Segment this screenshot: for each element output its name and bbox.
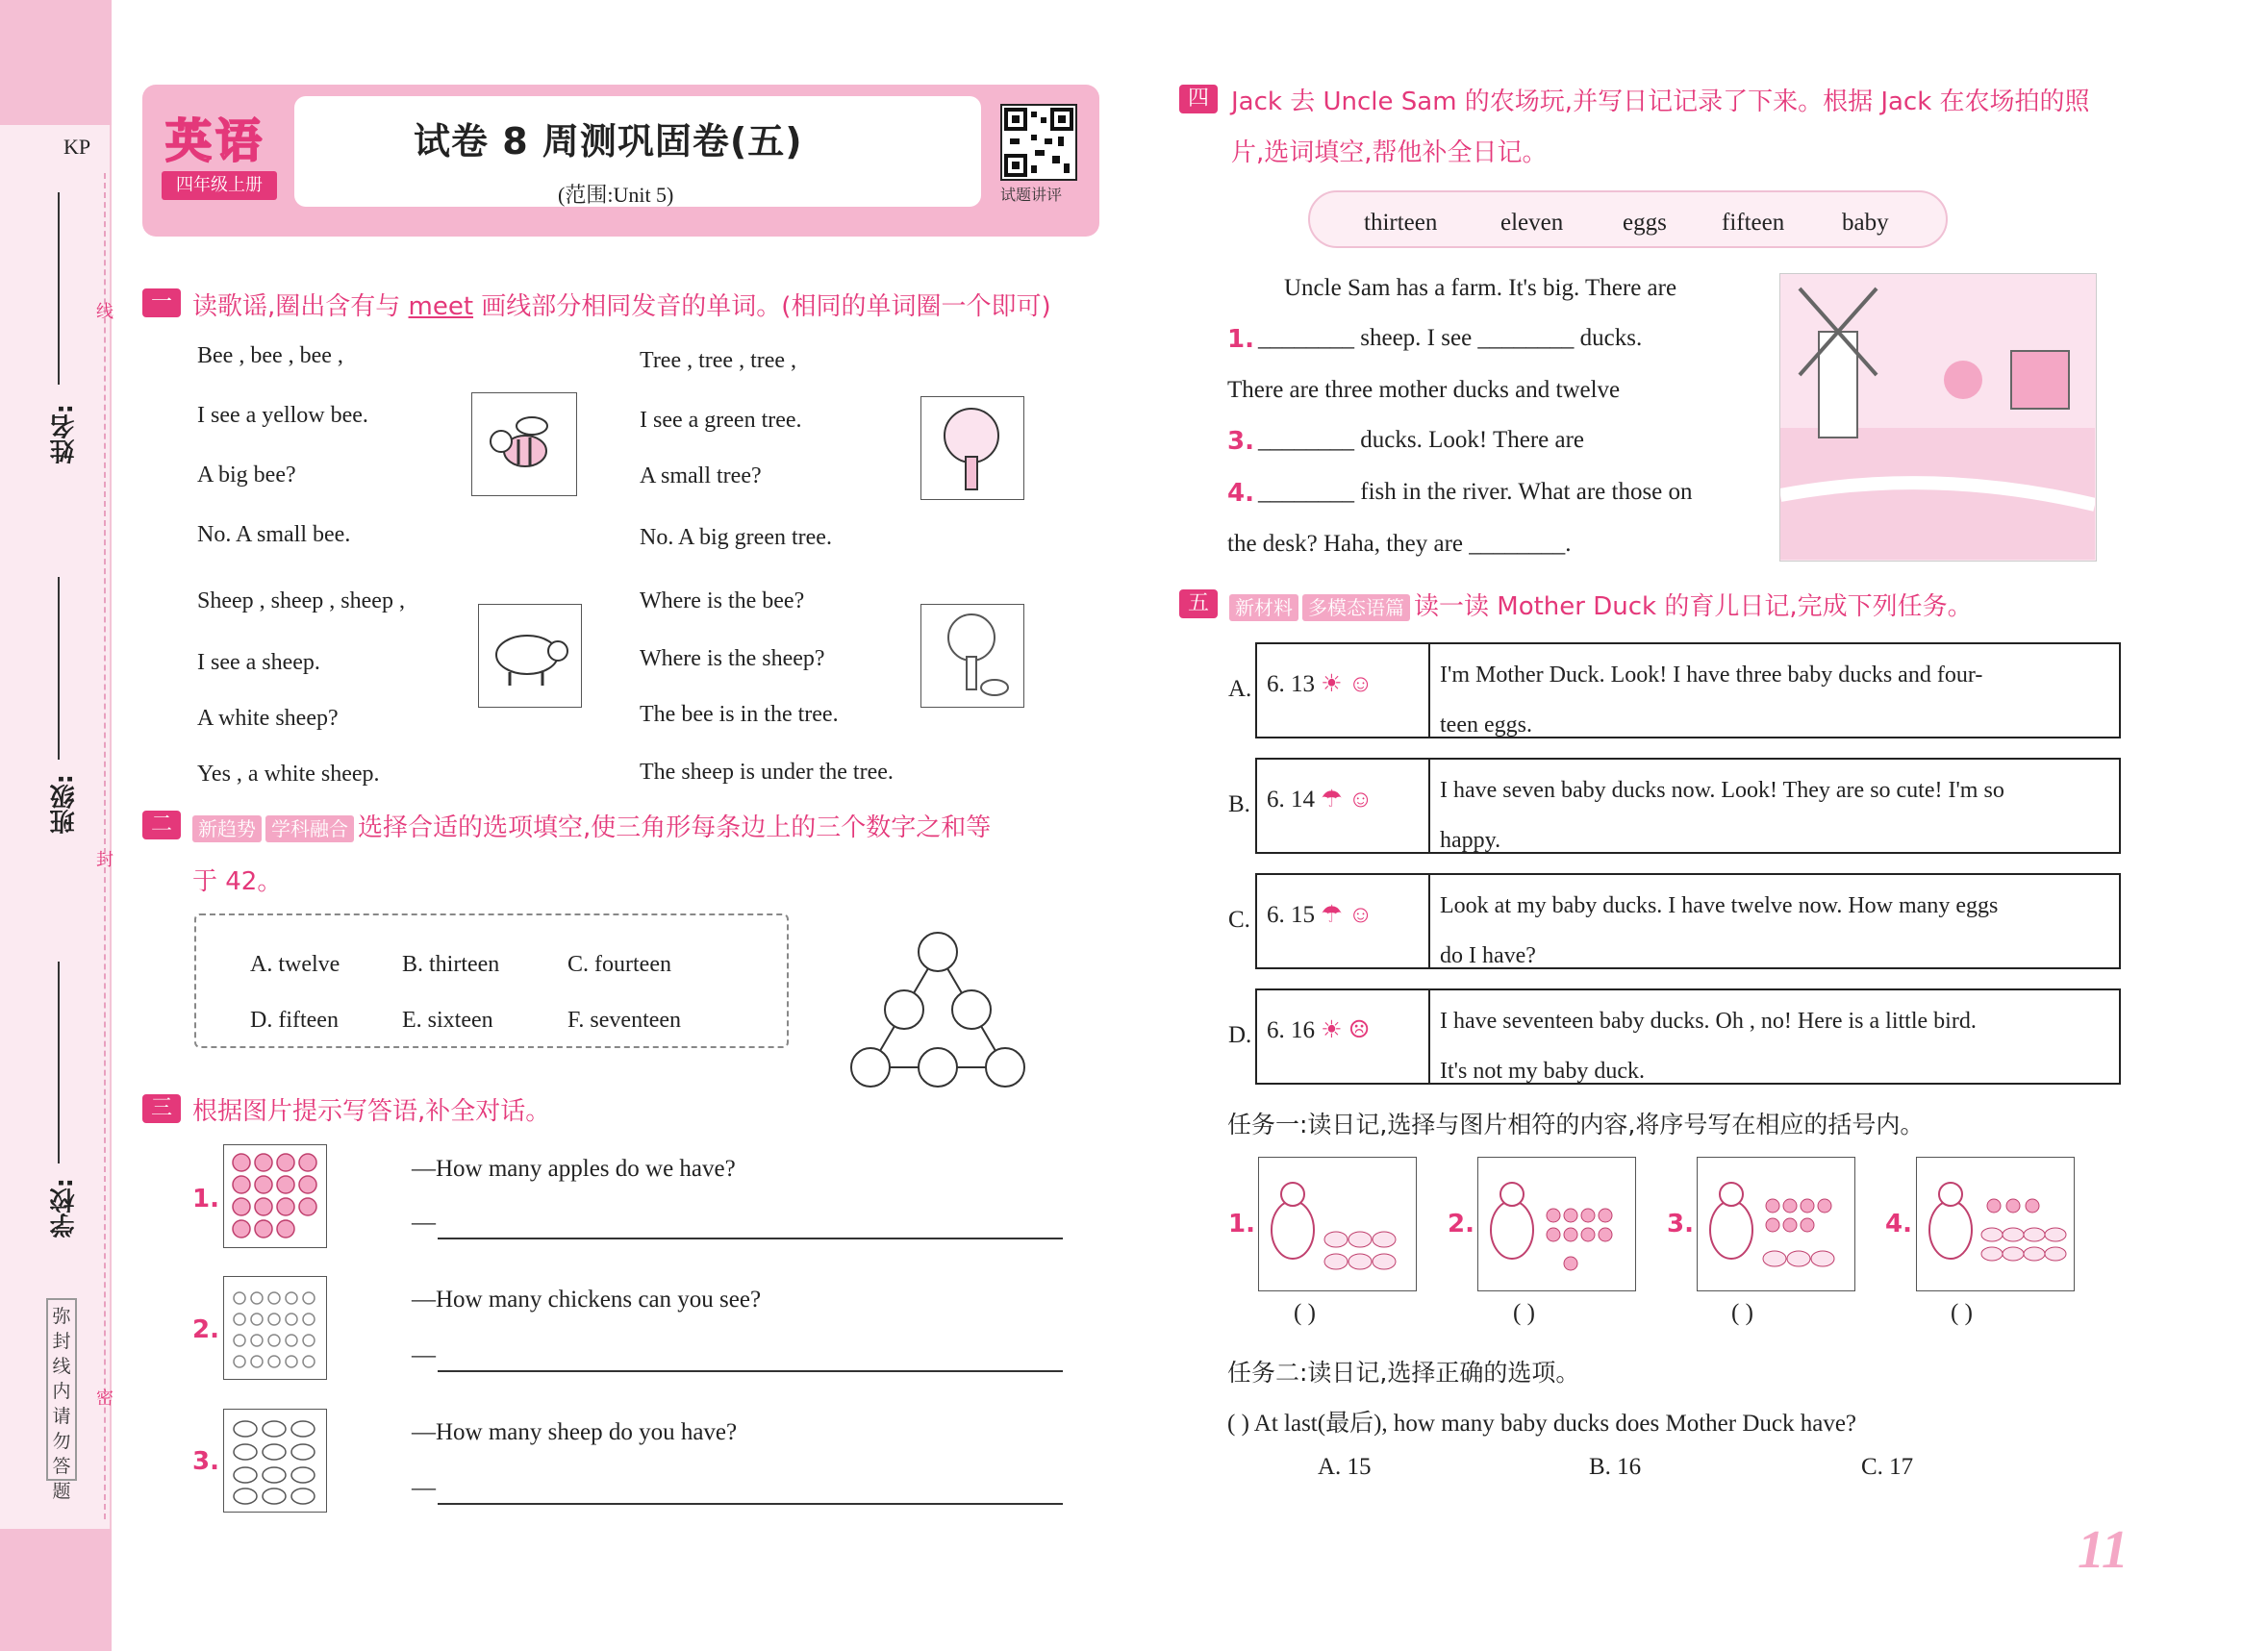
triangle-slot[interactable] <box>851 1048 890 1087</box>
answer-line[interactable] <box>438 1238 1063 1239</box>
diary-entry-b: 6. 14 ☂ ☺ I have seven baby ducks now. Look! They are so cute! I'm so happy. <box>1255 758 2121 854</box>
qr-label: 试题讲评 <box>1000 186 1063 204</box>
picture-number: 4. <box>1885 1210 1912 1238</box>
choice-a[interactable]: A. 15 <box>1318 1454 1372 1480</box>
laugh-icon: ☺ <box>1348 902 1373 928</box>
class-line <box>58 577 60 760</box>
seal-mark: 线 <box>96 302 113 322</box>
school-line <box>58 962 60 1163</box>
section4-instruction: Jack 去 Uncle Sam 的农场玩,并写日记记录了下来。根据 Jack 在农场拍的照 <box>1231 88 2090 116</box>
answer-dash: — <box>412 1475 436 1501</box>
option-f[interactable]: F. seventeen <box>567 1008 682 1033</box>
answer-parens[interactable]: ( ) <box>1731 1300 1753 1326</box>
laugh-icon: ☺ <box>1348 787 1373 813</box>
triangle-slot[interactable] <box>919 933 957 971</box>
seal-mark: 密 <box>96 1388 113 1409</box>
qr-code-icon[interactable] <box>1000 104 1077 181</box>
keyword-meet: meet <box>408 292 474 321</box>
option-e[interactable]: E. sixteen <box>402 1008 493 1033</box>
class-label: 班级: <box>50 774 79 835</box>
triangle-slot[interactable] <box>952 990 991 1029</box>
page-number: 11 <box>2078 1520 2129 1580</box>
poem-tree: Tree , tree , tree , I see a green tree. A small tree? No. A big green tree. <box>640 348 832 550</box>
grade-badge: 四年级上册 <box>162 171 277 200</box>
trend-tag: 新趋势 <box>192 815 262 842</box>
seal-notice: 弥封线内请勿答题 <box>46 1298 77 1481</box>
diary-entry-a: 6. 13 ☀ ☺ I'm Mother Duck. Look! I have three baby ducks and four- teen eggs. <box>1255 642 2121 738</box>
blank-number: 4. <box>1227 479 1254 508</box>
answer-parens[interactable]: ( ) <box>1294 1300 1316 1326</box>
apples-picture <box>223 1144 327 1248</box>
duck-picture <box>1697 1157 1855 1291</box>
triangle-slot[interactable] <box>885 990 923 1029</box>
triangle-slot[interactable] <box>919 1048 957 1087</box>
section3-instruction: 根据图片提示写答语,补全对话。 <box>192 1097 551 1126</box>
section1-instruction: 读歌谣,圈出含有与 meet 画线部分相同发音的单词。(相同的单词圈一个即可) <box>192 292 1051 321</box>
answer-line[interactable] <box>438 1370 1063 1372</box>
school-label: 学校: <box>50 1178 79 1238</box>
diary-letter: D. <box>1228 1022 1252 1048</box>
word-option: thirteen <box>1364 210 1438 236</box>
poem-where: Where is the bee? Where is the sheep? The bee is in the tree. The sheep is under the tree. <box>640 588 894 785</box>
answer-dash: — <box>412 1342 436 1368</box>
item-number: 3. <box>192 1447 219 1476</box>
duck-picture <box>1916 1157 2075 1291</box>
duck-picture <box>1258 1157 1417 1291</box>
subject-logo: 英语 <box>165 114 266 168</box>
diary-entry-d: 6. 16 ☀ ☹ I have seventeen baby ducks. Oh , no! Here is a little bird. It's not my baby duck. <box>1255 988 2121 1085</box>
section4-instruction-cont: 片,选词填空,帮他补全日记。 <box>1231 138 1548 167</box>
picture-number: 1. <box>1228 1210 1255 1238</box>
choice-b[interactable]: B. 16 <box>1589 1454 1642 1480</box>
surprised-icon: ☹ <box>1348 1017 1371 1043</box>
section5-instruction: 新材料 多模态语篇 读一读 Mother Duck 的育儿日记,完成下列任务。 <box>1229 587 1973 622</box>
number-triangle-diagram <box>846 928 1029 1091</box>
rain-icon: ☂ <box>1321 902 1343 928</box>
option-d[interactable]: D. fifteen <box>250 1008 339 1033</box>
final-question: ( ) At last(最后), how many baby ducks does Mother Duck have? <box>1227 1411 1857 1437</box>
answer-dash: — <box>412 1210 436 1236</box>
blank-number: 3. <box>1227 427 1254 456</box>
diary-line: ________ ducks. Look! There are <box>1258 427 1585 453</box>
section2-instruction: 新趋势 学科融合 选择合适的选项填空,使三角形每条边上的三个数字之和等 <box>192 808 991 843</box>
poem-bee: Bee , bee , bee , I see a yellow bee. A big bee? No. A small bee. <box>197 343 368 547</box>
material-tag: 新材料 <box>1229 594 1298 621</box>
blank-number: 1. <box>1227 325 1254 354</box>
section-number: 四 <box>1179 85 1218 113</box>
seal-mark: 封 <box>96 850 113 870</box>
tree-illustration <box>920 396 1024 500</box>
task2-instruction: 任务二:读日记,选择正确的选项。 <box>1227 1359 1580 1387</box>
sun-icon: ☀ <box>1321 1017 1343 1043</box>
diary-line: ________ fish in the river. What are those on <box>1258 479 1693 505</box>
question-text: —How many sheep do you have? <box>412 1419 738 1445</box>
name-label: 姓名: <box>50 404 79 464</box>
question-text: —How many apples do we have? <box>412 1156 736 1182</box>
section-number: 五 <box>1179 589 1218 618</box>
option-b[interactable]: B. thirteen <box>402 952 500 977</box>
chickens-picture <box>223 1276 327 1380</box>
poem-sheep: Sheep , sheep , sheep , I see a sheep. A white sheep? Yes , a white sheep. <box>197 588 405 787</box>
diary-line: the desk? Haha, they are ________. <box>1227 531 1572 557</box>
section-number: 一 <box>142 288 181 317</box>
item-number: 1. <box>192 1185 219 1213</box>
farm-photo <box>1779 273 2097 562</box>
picture-number: 2. <box>1448 1210 1474 1238</box>
word-option: baby <box>1842 210 1889 236</box>
option-c[interactable]: C. fourteen <box>567 952 671 977</box>
section2-instruction-cont: 于 42。 <box>192 867 283 896</box>
rain-icon: ☂ <box>1321 787 1343 813</box>
sheep-group-picture <box>223 1409 327 1513</box>
smile-icon: ☺ <box>1348 671 1373 697</box>
answer-parens[interactable]: ( ) <box>1951 1300 1973 1326</box>
subject-tag: 学科融合 <box>265 815 354 842</box>
word-option: eggs <box>1623 210 1667 236</box>
scope-text: (范围:Unit 5) <box>558 183 674 207</box>
tree-bee-sheep-illustration <box>920 604 1024 708</box>
diary-line: ________ sheep. I see ________ ducks. <box>1258 325 1643 351</box>
bee-illustration <box>471 392 577 496</box>
word-option: fifteen <box>1722 210 1785 236</box>
option-a[interactable]: A. twelve <box>250 952 340 977</box>
diary-line: Uncle Sam has a farm. It's big. There are <box>1284 275 1677 301</box>
task1-instruction: 任务一:读日记,选择与图片相符的内容,将序号写在相应的括号内。 <box>1227 1111 1925 1138</box>
name-line <box>58 192 60 385</box>
page-title: 试卷 8 周测巩固卷(五) <box>414 120 803 163</box>
question-text: —How many chickens can you see? <box>412 1287 762 1313</box>
item-number: 2. <box>192 1315 219 1344</box>
diary-letter: C. <box>1228 907 1250 933</box>
sun-icon: ☀ <box>1321 671 1343 697</box>
duck-picture <box>1477 1157 1636 1291</box>
section-number: 二 <box>142 811 181 839</box>
multimodal-tag: 多模态语篇 <box>1302 594 1410 621</box>
diary-line: There are three mother ducks and twelve <box>1227 377 1621 403</box>
choice-c[interactable]: C. 17 <box>1861 1454 1914 1480</box>
word-option: eleven <box>1500 210 1564 236</box>
triangle-slot[interactable] <box>986 1048 1024 1087</box>
section-number: 三 <box>142 1094 181 1123</box>
answer-line[interactable] <box>438 1503 1063 1505</box>
answer-parens[interactable]: ( ) <box>1513 1300 1535 1326</box>
diary-letter: B. <box>1228 791 1250 817</box>
diary-entry-c: 6. 15 ☂ ☺ Look at my baby ducks. I have twelve now. How many eggs do I have? <box>1255 873 2121 969</box>
sheep-illustration <box>478 604 582 708</box>
kp-mark: KP <box>63 135 91 159</box>
picture-number: 3. <box>1667 1210 1694 1238</box>
diary-letter: A. <box>1228 676 1252 702</box>
